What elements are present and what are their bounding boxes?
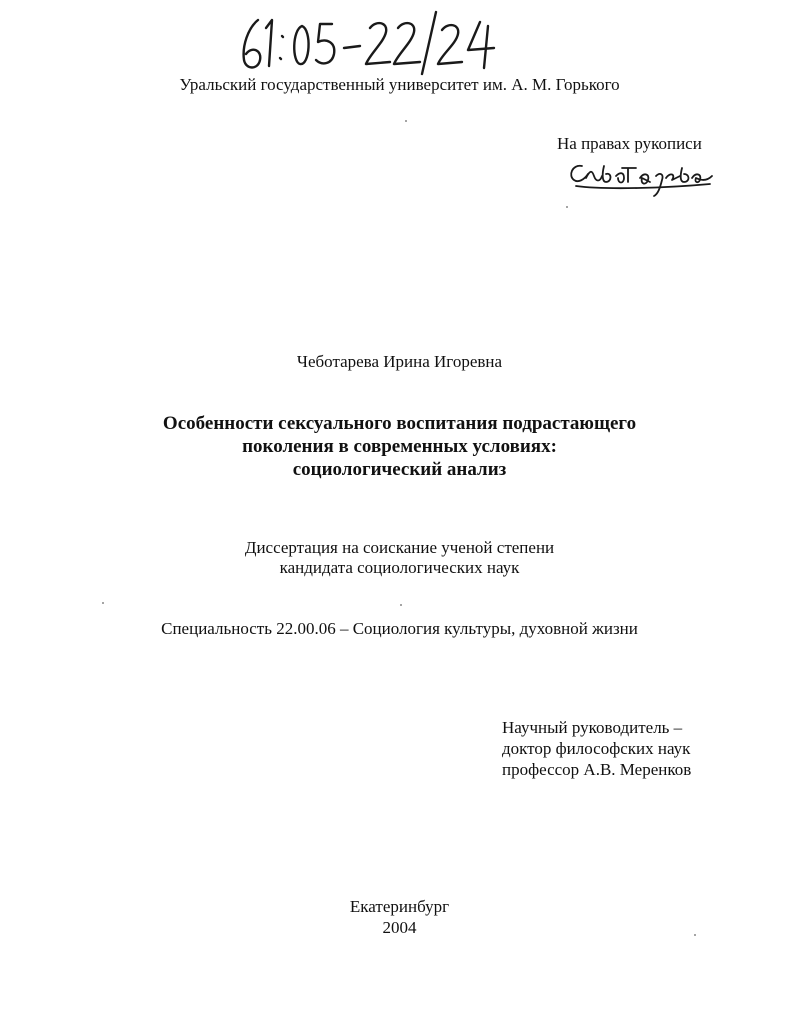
degree-line: Диссертация на соискание ученой степени (244, 538, 555, 557)
year: 2004 (382, 918, 417, 937)
rights-note: На правах рукописи (557, 134, 702, 153)
author-name: Чеботарева Ирина Игоревна (296, 352, 503, 371)
scan-speck (400, 604, 402, 606)
title-line: социологический анализ (292, 459, 507, 480)
scan-speck (405, 120, 407, 122)
supervisor-block (502, 717, 691, 780)
supervisor-line: Научный руководитель – (502, 718, 683, 737)
university-name: Уральский государственный университет им. А. М. Горького (179, 75, 620, 94)
city-year (0, 896, 799, 938)
city: Екатеринбург (349, 897, 450, 916)
title-line: поколения в современных условиях: (242, 436, 557, 457)
supervisor-line: доктор философских наук (502, 739, 691, 758)
title-line: Особенности сексуального воспитания подрастающего (162, 413, 637, 434)
scan-speck (102, 602, 104, 604)
scan-speck (566, 206, 568, 208)
degree-line: кандидата социологических наук (279, 558, 520, 577)
scan-speck (694, 934, 696, 936)
author-signature (566, 156, 716, 198)
handwritten-archive-code (236, 8, 506, 76)
supervisor-line: профессор А.В. Меренков (502, 760, 692, 779)
specialty: Специальность 22.00.06 – Социология культуры, духовной жизни (161, 619, 638, 638)
dissertation-title (0, 412, 799, 481)
degree-statement (0, 538, 799, 578)
